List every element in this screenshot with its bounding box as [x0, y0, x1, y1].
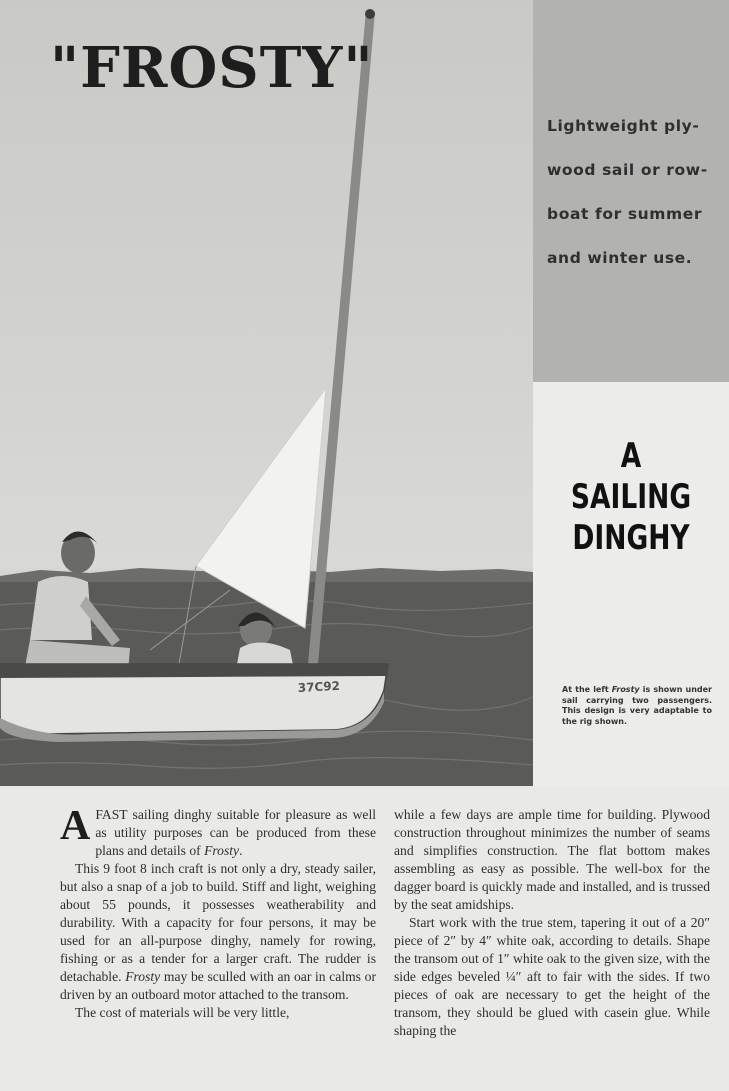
mast [308, 10, 375, 665]
tagline-line: and winter use. [547, 249, 693, 267]
article-paragraph: The cost of materials will be very little, [75, 1005, 290, 1020]
article-column-left [60, 803, 376, 1022]
article-paragraph: A FAST sailing dinghy suitable for pleasure as well as utility purposes can be produced from these plans and details of Frosty. [60, 803, 376, 858]
hull-number: 37C92 [297, 678, 341, 695]
headline-line: SAILING [570, 477, 692, 517]
dropcap: A [60, 803, 91, 849]
article-paragraph: while a few days are ample time for building. Plywood construction throughout minimizes the number of seams and simplifies construction. The flat bottom makes assembling as easy as possible. The well-box for the dagger board is quickly made and installed, and is trussed by the seat amidships. [394, 807, 710, 912]
article-paragraph: This 9 foot 8 inch craft is not only a dry, steady sailer, but also a snap of a job to build. Stiff and light, weighing about 55 pounds, it possesses weatherability and durability. With a capacity for four persons, it may be used for an all-purpose dinghy, namely for rowing, fishing or as a tender for a larger craft. The rudder is detachable. Frosty may be sculled with an oar in calms or driven by an outboard motor attached to the transom. [60, 861, 376, 1002]
headline-line: A [620, 436, 642, 476]
tagline-line: wood sail or row- [547, 161, 708, 179]
tagline-line: boat for summer [547, 205, 703, 223]
tagline-line: Lightweight ply- [547, 117, 700, 135]
caption-boat-name: Frosty [611, 685, 640, 694]
magazine-title: "FROSTY" [50, 35, 374, 101]
article-column-right [394, 806, 710, 1040]
article-paragraph: Start work with the true stem, tapering it out of a 20″ piece of 2″ by 4″ white oak, according to details. Shape the transom out of 1″ white oak to the given size, with the side edges beveled ¼″ aft to fair with the sides. If two pieces of oak are necessary to get the height of the transom, they should be glued with casein glue. While shaping the [394, 915, 710, 1038]
headline-line: DINGHY [572, 518, 690, 558]
photo-caption: At the left Frosty is shown under sail carrying two passengers. This design is very adaptable to the rig shown. [562, 685, 712, 726]
tagline [547, 104, 717, 280]
article-headline [555, 436, 708, 559]
